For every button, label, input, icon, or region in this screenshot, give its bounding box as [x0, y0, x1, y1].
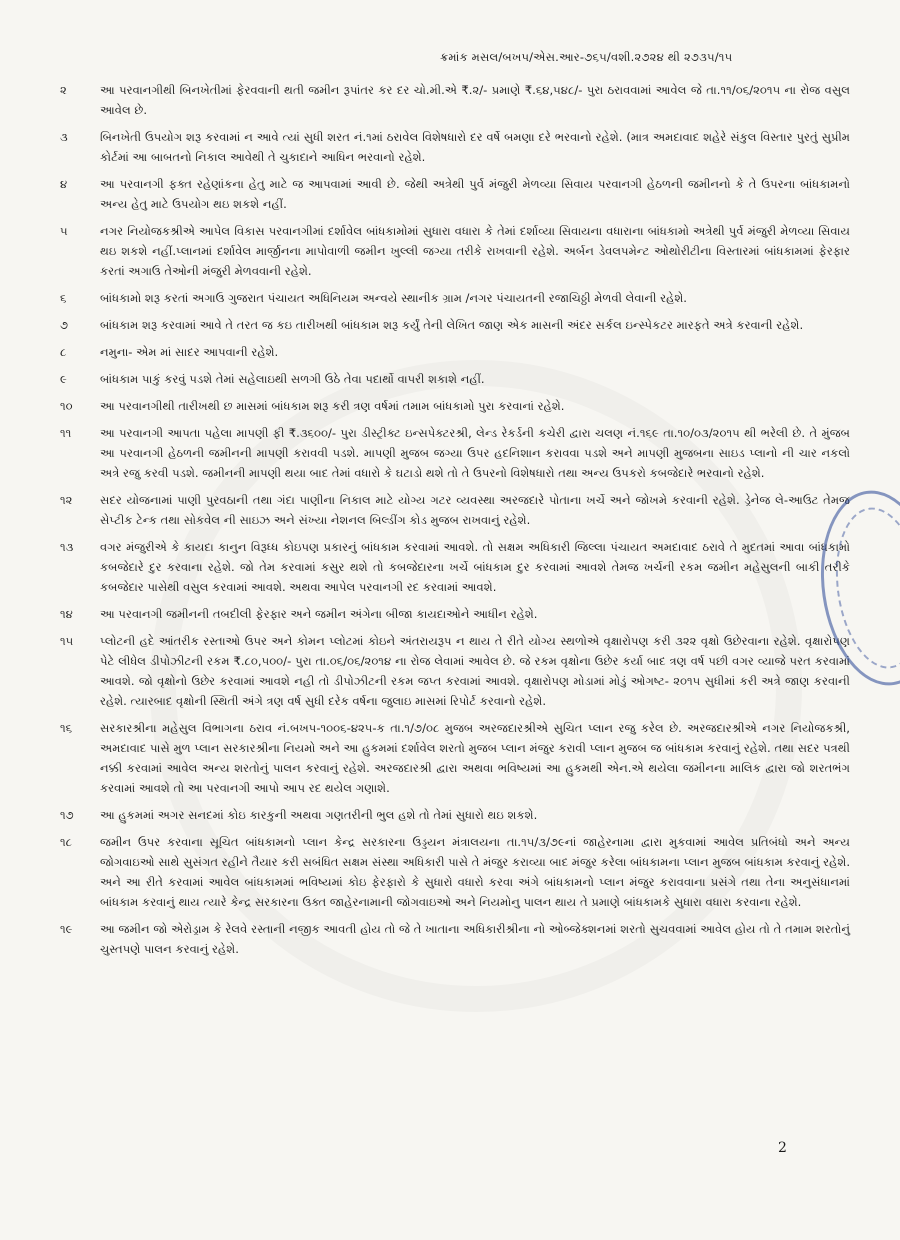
condition-item	[60, 423, 850, 483]
condition-number: ૨	[60, 83, 67, 97]
condition-text: બાંધકામો શરૂ કરતાં અગાઉ ગુજરાત પંચાયત અધિનિયમ અન્વયે સ્થાનીક ગ્રામ /નગર પંચાયતની રજાચિઠ્ઠી મેળવી લેવાની રહેશે.	[100, 291, 687, 305]
condition-text: બાંધકામ પાકું કરવું પડશે તેમાં સહેલાઇથી સળગી ઉઠે તેવા પદાર્થો વાપરી શકાશે નહીં.	[100, 372, 485, 386]
condition-number: ૩	[60, 130, 68, 144]
condition-text: આ પરવાનગીથી બિનખેતીમાં ફેરવવાની થતી જમીન રૂપાંતર કર દર ચો.મી.એ ₹.૨/- પ્રમાણે ₹.૬૪,૫૪૮/- પુરા ઠરાવવામાં આવેલ જે તા.૧૧/૦૬/૨૦૧૫ ના રોજ વસુલ આવેલ છે.	[100, 83, 850, 117]
condition-number: ૮	[60, 345, 67, 359]
condition-text: આ પરવાનગી આપતા પહેલા માપણી ફી ₹.૩૬૦૦/- પુરા ડીસ્ટ્રીક્ટ ઇન્સપેક્ટરશ્રી, લેન્ડ રેકર્ડની કચેરી દ્વારા ચલણ નં.૧૬૯ તા.૧૦/૦૩/૨૦૧૫ થી ભરેલી છે. તે મુંજબ આ પરવાનગી હેઠળની જમીનની માપણી કરાવવી પડશે. માપણી મુજબ જગ્યા ઉપર હદનિશાન કરાવવા પડશે અને માપણી મુજબના સાઇડ પ્લાનો ની ચાર નકલો અત્રે રજુ કરવી પડશે. જમીનની માપણી થયા બાદ તેમાં વધારો કે ઘટાડો થશે તો તે ઉપરનો વિશેષધારો તથા અન્ય ઉપકરો કબજેદારે ભરવાનો રહેશે.	[100, 426, 850, 480]
condition-number: ૭	[60, 318, 69, 332]
condition-item	[60, 315, 850, 335]
condition-item	[60, 631, 850, 711]
reference-number: ક્રમાંક મસલ/બખપ/એસ.આર-૭૬૫/વશી.૨૭૨૪ થી ૨૭૩૫/૧૫	[440, 50, 733, 64]
condition-text: નમુના- એમ માં સાદર આપવાની રહેશે.	[100, 345, 279, 359]
condition-number: ૧૨	[60, 493, 73, 507]
condition-text: જમીન ઉપર કરવાના સૂચિત બાંધકામનો પ્લાન કેન્દ્ર સરકારના ઉડ્ડયન મંત્રાલયના તા.૧૫/૩/૭૯નાં જાહેરનામા દ્વારા મુકવામાં આવેલ પ્રતિબંધો અને અન્ય જોગવાઇઓ સાથે સુસંગત રહીને તૈયાર કરી સબંધિત સક્ષમ સંસ્થા અધિકારી પાસે તે મંજુર કરાવ્યા બાદ મંજુર કરેલા બાંધકામના પ્લાન મુજબ બાંધકામ કરવાનું રહેશે. અને આ રીતે કરવામાં આવેલ બાંધકામમાં ભવિષ્યમાં કોઇ ફેરફારો કે સુધારો વધારો કરવા અંગે બાંધકામનો પ્લાન મંજુર કરાવવાના પ્રસંગે તથા તેના અનુસંધાનમાં બાંધકામ કરવાનું થાય ત્યારે કેન્દ્ર સરકારના ઉક્ત જાહેરનામાની જોગવાઇઓ અને નિયમોનુ પાલન થાય તે પ્રમાણે બાંધકામકે સુધારા વધારા કરવાના રહેશે.	[100, 835, 850, 909]
condition-item	[60, 127, 850, 167]
condition-number: ૧૪	[60, 607, 73, 621]
condition-item	[60, 718, 850, 798]
condition-item	[60, 490, 850, 530]
condition-number: ૧૫	[60, 634, 74, 648]
condition-item	[60, 369, 850, 389]
condition-number: ૧૭	[60, 808, 74, 822]
condition-text: સદર યોજનામાં પાણી પુરવઠાની તથા ગંદા પાણીના નિકાલ માટે યોગ્ય ગટર વ્યવસ્થા અરજદારે પોતાના ખર્ચે અને જોખમે કરવાની રહેશે. ડ્રેનેજ લે-આઉટ તેમજ સેપ્ટીક ટેન્ક તથા સોકવેલ ની સાઇઝ અને સંખ્યા નેશનલ બિલ્ડીંગ કોડ મુજબ રાખવાનું રહેશે.	[100, 493, 850, 527]
condition-number: ૯	[60, 372, 67, 386]
condition-text: બાંધકામ શરૂ કરવામાં આવે તે તરત જ કઇ તારીખથી બાંધકામ શરૂ કર્યું તેની લેખિત જાણ એક માસની અંદર સર્કલ ઇન્સ્પેકટર મારફતે અત્રે કરવાની રહેશે.	[100, 318, 804, 332]
page-number: 2	[778, 1140, 787, 1156]
condition-number: ૧૧	[60, 426, 72, 440]
condition-number: ૫	[60, 224, 68, 238]
condition-text: બિનખેતી ઉપયોગ શરૂ કરવામાં ન આવે ત્યાં સુધી શરત નં.૧માં ઠરાવેલ વિશેષધારો દર વર્ષે બમણા દરે ભરવાનો રહેશે. (માત્ર અમદાવાદ શહેરે સંકુલ વિસ્તાર પુરતું સુપ્રીમ કોર્ટમાં આ બાબતનો નિકાલ આવેથી તે ચુકાદાને આધિન ભરવાનો રહેશે.	[100, 130, 850, 164]
condition-number: ૬	[60, 291, 67, 305]
condition-number: ૧૮	[60, 835, 73, 849]
condition-item	[60, 288, 850, 308]
condition-item	[60, 919, 850, 959]
condition-item	[60, 80, 850, 120]
condition-text: પ્લોટની હદે આંતરીક રસ્તાઓ ઉપર અને કોમન પ્લોટમાં કોઇને અંતરાયરૂપ ન થાય તે રીતે યોગ્ય સ્થળોએ વૃક્ષારોપણ કરી ૩૨૨ વૃક્ષો ઉછેરવાના રહેશે. વૃક્ષારોપણ પેટે લીધેલ ડીપોઝીટની રકમ ₹.૮૦,૫૦૦/- પુરા તા.૦૬/૦૬/૨૦૧૪ ના રોજ લેવામાં આવેલ છે. જે રકમ વૃક્ષોના ઉછેર કર્યા બાદ ત્રણ વર્ષ પછી વગર વ્યાજે પરત કરવામાં આવશે. જો વૃક્ષોનો ઉછેર કરવામાં આવશે નહી તો ડીપોઝીટની રકમ જપ્ત કરવામાં આવશે. વૃક્ષારોપણ મોડામાં મોડું ઓગષ્ટ- ૨૦૧૫ સુધીમાં કરી અત્રે જાણ કરવાની રહેશે. ત્યારબાદ વૃક્ષોની સ્થિતી અંગે ત્રણ વર્ષ સુધી દરેક વર્ષના જુલાઇ માસમાં રિપોર્ટ કરવાનો રહેશે.	[100, 634, 850, 708]
condition-text: આ પરવાનગી જમીનની તબદીલી ફેરફાર અને જમીન અંગેના બીજા કાયદાઓને આધીન રહેશે.	[100, 607, 538, 621]
condition-text: આ પરવાનગીથી તારીખથી છ માસમાં બાંધકામ શરૂ કરી ત્રણ વર્ષમાં તમામ બાંધકામો પુરા કરવાનાં રહેશે.	[100, 399, 565, 413]
condition-item	[60, 342, 850, 362]
condition-item	[60, 604, 850, 624]
condition-number: ૪	[60, 177, 68, 191]
condition-item	[60, 174, 850, 214]
condition-item	[60, 537, 850, 597]
condition-text: વગર મંજુરીએ કે કાયદા કાનુન વિરૂધ્ધ કોઇપણ પ્રકારનું બાંધકામ કરવામાં આવશે. તો સક્ષમ અધિકારી જિલ્લા પંચાયત અમદાવાદ ઠરાવે તે મુદતમાં આવા બાંધકામો કબજેદારે દુર કરવાના રહેશે. જો તેમ કરવામાં કસુર થશે તો કબજેદારના ખર્ચે બાંધકામ દુર કરવામાં આવશે તેમજ ખર્ચની રકમ જમીન મહેસુલની બાકી તરીકે કબજેદાર પાસેથી વસુલ કરવામાં આવશે. અથવા આપેલ પરવાનગી રદ કરવામાં આવશે.	[100, 540, 850, 594]
conditions-list	[60, 80, 850, 966]
condition-item	[60, 805, 850, 825]
condition-text: આ હુકમમાં અગર સનદમાં કોઇ કારકુની અથવા ગણતરીની ભુલ હશે તો તેમાં સુધારો થઇ શકશે.	[100, 808, 538, 822]
condition-text: નગર નિયોજકશ્રીએ આપેલ વિકાસ પરવાનગીમાં દર્શાવેલ બાંધકામોમાં સુધારા વધારા કે તેમાં દર્શાવ્યા સિવાયના વધારાના બાંધકામો અત્રેથી પુર્વ મંજુરી મેળવ્યા સિવાય થઇ શકશે નહીં.પ્લાનમાં દર્શાવેલ માર્જીનના માપોવાળી જમીન ખુલ્લી જગ્યા તરીકે રાખવાની રહેશે. અર્બન ડેવલપમેન્ટ ઓથોરીટીના વિસ્તારમાં બાંધકામમાં ફેરફાર કરતાં અગાઉ તેઓની મંજુરી મેળવવાની રહેશે.	[100, 224, 850, 278]
condition-text: આ જમીન જો એરોડ્રામ કે રેલવે રસ્તાની નજીક આવતી હોય તો જે તે ખાતાના અધિકારીશ્રીના નો ઓબ્જેક્શનમાં શરતો સુચવવામાં આવેલ હોય તો તે તમામ શરતોનું ચુસ્તપણે પાલન કરવાનું રહેશે.	[100, 922, 850, 956]
condition-item	[60, 396, 850, 416]
condition-item	[60, 832, 850, 912]
condition-number: ૧૬	[60, 721, 73, 735]
condition-number: ૧૩	[60, 540, 74, 554]
condition-number: ૧૯	[60, 922, 73, 936]
condition-text: સરકારશ્રીના મહેસુલ વિભાગના ઠરાવ નં.બખપ-૧૦૦૬-૪૨૫-ક તા.૧/૭/૦૮ મુજબ અરજદારશ્રીએ સુચિત પ્લાન રજુ કરેલ છે. અરજદારશ્રીએ નગર નિયોજકશ્રી, અમદાવાદ પાસે મુળ પ્લાન સરકારશ્રીના નિયમો અને આ હુકમમાં દર્શાવેલ શરતો મુજબ પ્લાન મંજુર કરાવી પ્લાન મુજબ જ બાંધકામ કરવાનું રહેશે. તથા સદર પત્રથી નક્કી કરવામાં આવેલ અન્ય શરતોનું પાલન કરવાનું રહેશે. અરજદારશ્રી દ્વારા અથવા ભવિષ્યમાં આ હુકમથી એન.એ થયેલા જમીનના માલિક દ્વારા જો શરતભંગ કરવામાં આવશે તો આ પરવાનગી આપો આપ રદ થયેલ ગણાશે.	[100, 721, 850, 795]
condition-item	[60, 221, 850, 281]
condition-text: આ પરવાનગી ફક્ત રહેણાંકના હેતુ માટે જ આપવામાં આવી છે. જેથી અત્રેથી પુર્વ મંજુરી મેળવ્યા સિવાય પરવાનગી હેઠળની જમીનનો કે તે ઉપરના બાંધકામનો અન્ય હેતુ માટે ઉપયોગ થઇ શકશે નહીં.	[100, 177, 850, 211]
condition-number: ૧૦	[60, 399, 73, 413]
